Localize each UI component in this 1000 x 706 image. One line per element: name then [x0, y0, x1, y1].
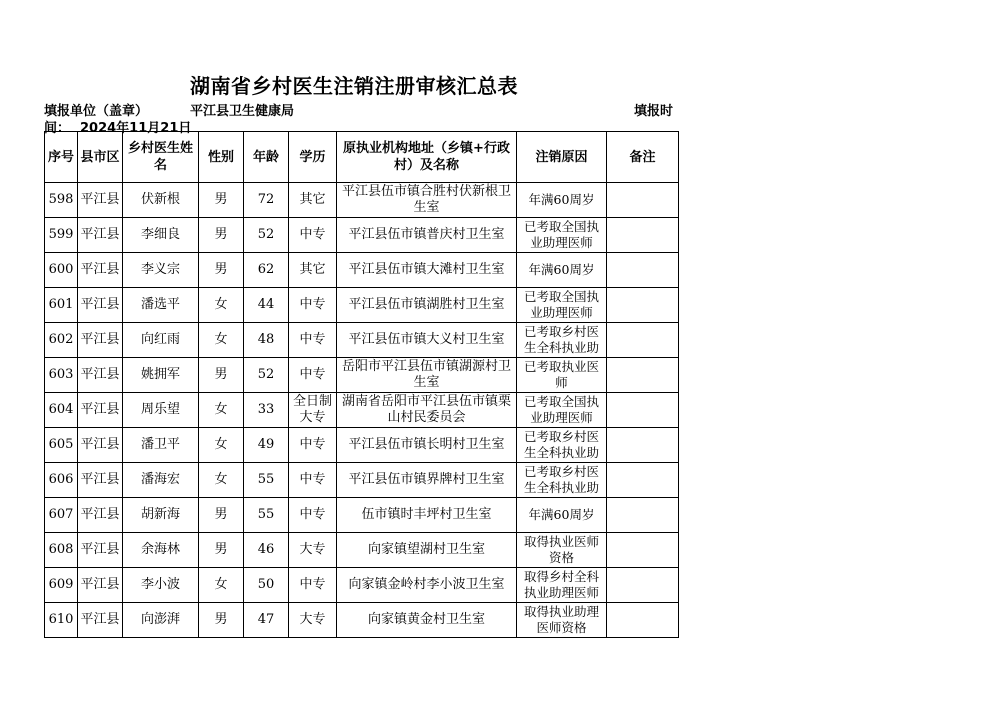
cell-remarks	[607, 568, 679, 603]
page-title: 湖南省乡村医生注销注册审核汇总表	[190, 74, 518, 98]
cell-reason: 年满60周岁	[517, 253, 607, 288]
table-row	[45, 463, 679, 498]
cell-county: 平江县	[78, 463, 123, 498]
cell-county: 平江县	[78, 603, 123, 638]
cell-doctor-name: 李小波	[123, 568, 199, 603]
cell-gender: 男	[199, 603, 244, 638]
cell-reason: 已考取全国执业助理医师	[517, 393, 607, 428]
header-age: 年龄	[244, 132, 289, 183]
cell-gender: 男	[199, 498, 244, 533]
cell-remarks	[607, 463, 679, 498]
cell-reason: 已考取乡村医生全科执业助	[517, 323, 607, 358]
cell-age: 62	[244, 253, 289, 288]
cell-doctor-name: 潘选平	[123, 288, 199, 323]
cell-reason: 已考取执业医师	[517, 358, 607, 393]
cell-doctor-name: 伏新根	[123, 183, 199, 218]
cell-county: 平江县	[78, 183, 123, 218]
header-education: 学历	[289, 132, 337, 183]
time-label-part1: 填报时	[634, 104, 674, 119]
cell-age: 49	[244, 428, 289, 463]
cell-doctor-name: 李义宗	[123, 253, 199, 288]
cell-remarks	[607, 218, 679, 253]
cell-remarks	[607, 253, 679, 288]
header-gender: 性别	[199, 132, 244, 183]
cell-education: 中专	[289, 498, 337, 533]
header-address: 原执业机构地址（乡镇+行政村）及名称	[337, 132, 517, 183]
table-row	[45, 428, 679, 463]
table-row	[45, 358, 679, 393]
cell-county: 平江县	[78, 288, 123, 323]
table-row	[45, 183, 679, 218]
cell-county: 平江县	[78, 253, 123, 288]
cell-reason: 取得执业医师资格	[517, 533, 607, 568]
cell-gender: 女	[199, 393, 244, 428]
time-value: 2024年11月21日	[80, 121, 192, 136]
cell-gender: 女	[199, 568, 244, 603]
cell-doctor-name: 余海林	[123, 533, 199, 568]
unit-label: 填报单位（盖章）	[44, 104, 149, 119]
cell-education: 全日制大专	[289, 393, 337, 428]
header-remarks: 备注	[607, 132, 679, 183]
table-row	[45, 323, 679, 358]
cell-county: 平江县	[78, 428, 123, 463]
table-row	[45, 253, 679, 288]
cell-age: 52	[244, 358, 289, 393]
table-row	[45, 498, 679, 533]
cell-reason: 年满60周岁	[517, 498, 607, 533]
cell-remarks	[607, 183, 679, 218]
cell-education: 中专	[289, 288, 337, 323]
table-row	[45, 218, 679, 253]
cell-county: 平江县	[78, 533, 123, 568]
cell-index: 601	[45, 288, 78, 323]
cell-address: 平江县伍市镇长明村卫生室	[337, 428, 517, 463]
cell-address: 平江县伍市镇湖胜村卫生室	[337, 288, 517, 323]
cell-remarks	[607, 498, 679, 533]
cell-age: 55	[244, 498, 289, 533]
cell-age: 50	[244, 568, 289, 603]
cell-age: 72	[244, 183, 289, 218]
header-doctor-name: 乡村医生姓名	[123, 132, 199, 183]
cell-gender: 女	[199, 288, 244, 323]
cell-county: 平江县	[78, 358, 123, 393]
cell-reason: 已考取乡村医生全科执业助	[517, 428, 607, 463]
cell-education: 中专	[289, 428, 337, 463]
header-county: 县市区	[78, 132, 123, 183]
cell-age: 55	[244, 463, 289, 498]
cell-address: 平江县伍市镇大义村卫生室	[337, 323, 517, 358]
time-label-part2: 间：	[44, 121, 71, 136]
cell-index: 603	[45, 358, 78, 393]
cell-education: 大专	[289, 603, 337, 638]
cell-address: 向家镇望湖村卫生室	[337, 533, 517, 568]
table-row	[45, 288, 679, 323]
cell-doctor-name: 胡新海	[123, 498, 199, 533]
cell-remarks	[607, 533, 679, 568]
cell-doctor-name: 向澎湃	[123, 603, 199, 638]
cell-gender: 男	[199, 218, 244, 253]
cell-address: 平江县伍市镇界牌村卫生室	[337, 463, 517, 498]
cell-county: 平江县	[78, 323, 123, 358]
cell-age: 44	[244, 288, 289, 323]
cell-remarks	[607, 358, 679, 393]
cell-doctor-name: 周乐望	[123, 393, 199, 428]
cell-age: 47	[244, 603, 289, 638]
table-row	[45, 568, 679, 603]
cell-education: 中专	[289, 358, 337, 393]
cell-address: 平江县伍市镇合胜村伏新根卫生室	[337, 183, 517, 218]
cell-index: 599	[45, 218, 78, 253]
cell-age: 33	[244, 393, 289, 428]
cell-index: 605	[45, 428, 78, 463]
table-row	[45, 603, 679, 638]
summary-table	[44, 131, 679, 638]
cell-doctor-name: 姚拥军	[123, 358, 199, 393]
cell-address: 岳阳市平江县伍市镇湖源村卫生室	[337, 358, 517, 393]
table-header-row	[45, 132, 679, 183]
cell-age: 52	[244, 218, 289, 253]
table-row	[45, 393, 679, 428]
cell-address: 向家镇金岭村李小波卫生室	[337, 568, 517, 603]
cell-reason: 已考取全国执业助理医师	[517, 218, 607, 253]
cell-gender: 男	[199, 183, 244, 218]
cell-gender: 男	[199, 358, 244, 393]
cell-education: 中专	[289, 568, 337, 603]
header-index: 序号	[45, 132, 78, 183]
cell-index: 604	[45, 393, 78, 428]
cell-county: 平江县	[78, 498, 123, 533]
header-reason: 注销原因	[517, 132, 607, 183]
cell-remarks	[607, 393, 679, 428]
cell-county: 平江县	[78, 218, 123, 253]
cell-reason: 已考取全国执业助理医师	[517, 288, 607, 323]
cell-remarks	[607, 323, 679, 358]
cell-education: 中专	[289, 218, 337, 253]
cell-age: 46	[244, 533, 289, 568]
cell-address: 平江县伍市镇大滩村卫生室	[337, 253, 517, 288]
cell-address: 伍市镇时丰坪村卫生室	[337, 498, 517, 533]
cell-doctor-name: 潘卫平	[123, 428, 199, 463]
cell-address: 向家镇黄金村卫生室	[337, 603, 517, 638]
cell-reason: 年满60周岁	[517, 183, 607, 218]
cell-remarks	[607, 603, 679, 638]
cell-education: 大专	[289, 533, 337, 568]
cell-index: 606	[45, 463, 78, 498]
cell-remarks	[607, 428, 679, 463]
cell-education: 其它	[289, 183, 337, 218]
cell-education: 其它	[289, 253, 337, 288]
cell-index: 602	[45, 323, 78, 358]
cell-gender: 男	[199, 533, 244, 568]
cell-reason: 取得乡村全科执业助理医师	[517, 568, 607, 603]
cell-doctor-name: 向红雨	[123, 323, 199, 358]
cell-county: 平江县	[78, 568, 123, 603]
cell-index: 600	[45, 253, 78, 288]
table-row	[45, 533, 679, 568]
unit-value: 平江县卫生健康局	[190, 104, 295, 119]
cell-index: 608	[45, 533, 78, 568]
cell-index: 610	[45, 603, 78, 638]
cell-index: 598	[45, 183, 78, 218]
cell-remarks	[607, 288, 679, 323]
cell-address: 平江县伍市镇普庆村卫生室	[337, 218, 517, 253]
cell-doctor-name: 潘海宏	[123, 463, 199, 498]
cell-gender: 女	[199, 428, 244, 463]
cell-address: 湖南省岳阳市平江县伍市镇栗山村民委员会	[337, 393, 517, 428]
cell-reason: 取得执业助理医师资格	[517, 603, 607, 638]
cell-index: 607	[45, 498, 78, 533]
cell-reason: 已考取乡村医生全科执业助	[517, 463, 607, 498]
cell-gender: 女	[199, 323, 244, 358]
cell-index: 609	[45, 568, 78, 603]
cell-gender: 女	[199, 463, 244, 498]
cell-doctor-name: 李细良	[123, 218, 199, 253]
cell-age: 48	[244, 323, 289, 358]
cell-gender: 男	[199, 253, 244, 288]
cell-education: 中专	[289, 323, 337, 358]
cell-education: 中专	[289, 463, 337, 498]
cell-county: 平江县	[78, 393, 123, 428]
